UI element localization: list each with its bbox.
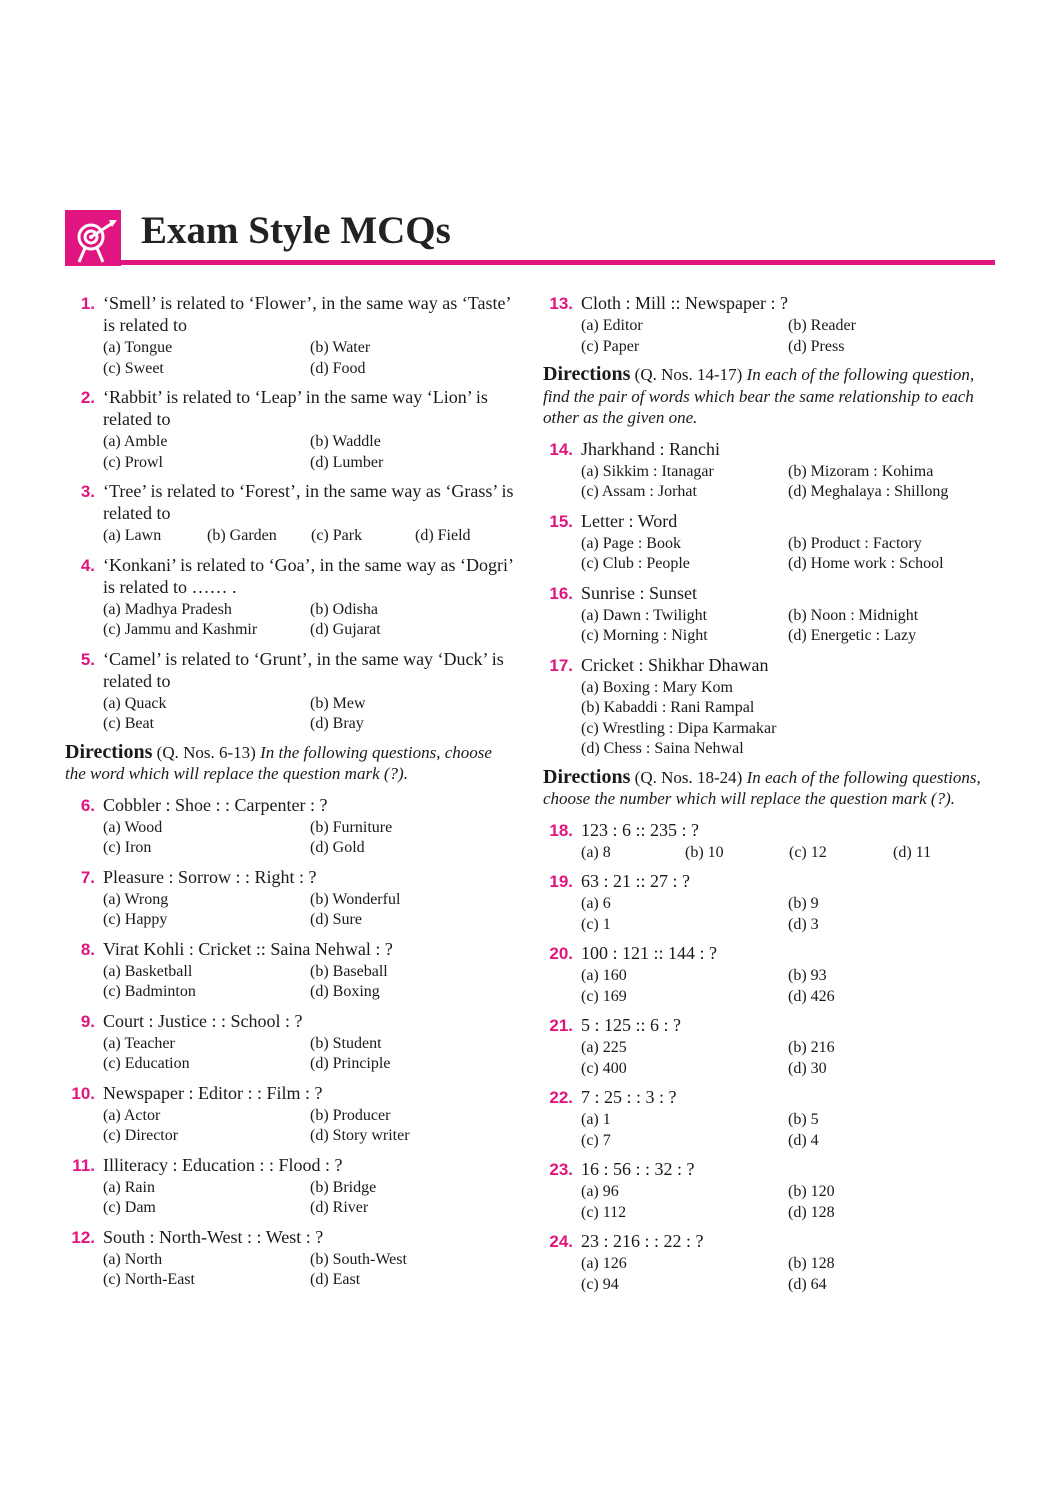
option[interactable]: (b) Bridge xyxy=(310,1178,377,1196)
options xyxy=(581,462,993,503)
option[interactable]: (d) 128 xyxy=(788,1203,835,1221)
option[interactable]: (a) Basketball xyxy=(103,962,193,980)
question-15: 15. Letter : Word (a) Page : Book (b) Product : Factory (c) Club : People (d) Home work : School xyxy=(543,510,993,575)
option[interactable]: (d) Principle xyxy=(310,1055,391,1072)
option[interactable]: (a) Amble xyxy=(103,433,168,450)
option[interactable]: (d) Field xyxy=(415,527,471,544)
options xyxy=(103,1250,515,1291)
options xyxy=(103,600,515,641)
option[interactable]: (b) Producer xyxy=(310,1106,391,1124)
option[interactable]: (c) Badminton xyxy=(103,983,196,1000)
option[interactable]: (a) Lawn xyxy=(103,527,162,544)
options xyxy=(103,526,515,547)
question-text: 123 : 6 :: 235 : ? xyxy=(581,819,699,840)
question-text: Cobbler : Shoe : : Carpenter : ? xyxy=(103,794,328,815)
option[interactable]: (c) 112 xyxy=(581,1203,627,1221)
question-24: 24. 23 : 216 : : 22 : ? (a) 126 (b) 128 (c) 94 (d) 64 xyxy=(543,1230,993,1295)
question-7: 7. Pleasure : Sorrow : : Right : ? (a) Wrong (b) Wonderful (c) Happy (d) Sure xyxy=(65,866,515,931)
options xyxy=(103,1178,515,1219)
option[interactable]: (b) Furniture xyxy=(310,818,393,836)
option[interactable]: (a) Rain xyxy=(103,1178,155,1196)
option[interactable]: (c) 7 xyxy=(581,1131,611,1149)
option[interactable]: (c) 12 xyxy=(789,843,827,861)
option[interactable]: (c) 400 xyxy=(581,1059,627,1077)
option[interactable]: (c) 1 xyxy=(581,915,611,933)
question-text: Cricket : Shikhar Dhawan xyxy=(581,654,769,675)
option[interactable]: (d) Sure xyxy=(310,911,362,928)
option[interactable]: (d) Press xyxy=(788,337,845,355)
option[interactable]: (c) Wrestling : Dipa Karmakar xyxy=(581,719,777,737)
option[interactable]: (d) 11 xyxy=(893,843,932,861)
question-1: 1. ‘Smell’ is related to ‘Flower’, in the same way as ‘Taste’ is related to (a) Tongue (b) Water (c) Sweet (d) Food xyxy=(65,292,515,379)
option[interactable]: (a) Quack xyxy=(103,694,167,712)
option[interactable]: (b) Waddle xyxy=(310,433,381,450)
option[interactable]: (a) Teacher xyxy=(103,1034,175,1052)
option[interactable]: (b) Mizoram : Kohima xyxy=(788,462,934,480)
question-text: ‘Smell’ is related to ‘Flower’, in the same way as ‘Taste’ is related to xyxy=(103,293,511,335)
question-23: 23. 16 : 56 : : 32 : ? (a) 96 (b) 120 (c) 112 (d) 128 xyxy=(543,1158,993,1223)
option[interactable]: (b) 10 xyxy=(685,843,724,861)
option[interactable]: (b) Baseball xyxy=(310,962,388,980)
question-9: 9. Court : Justice : : School : ? (a) Teacher (b) Student (c) Education (d) Principle xyxy=(65,1010,515,1075)
option[interactable]: (a) Boxing : Mary Kom xyxy=(581,678,733,696)
question-text: ‘Camel’ is related to ‘Grunt’, in the same way ‘Duck’ is related to xyxy=(103,648,504,691)
option[interactable]: (b) Reader xyxy=(788,317,856,334)
question-14: 14. Jharkhand : Ranchi (a) Sikkim : Itanagar (b) Mizoram : Kohima (c) Assam : Jorhat (d) Meghalaya : Shillong xyxy=(543,438,993,503)
option[interactable]: (c) Dam xyxy=(103,1199,156,1216)
left-column xyxy=(65,292,515,1298)
question-20: 20. 100 : 121 :: 144 : ? (a) 160 (b) 93 (c) 169 (d) 426 xyxy=(543,942,993,1007)
directions-text: In each of the following questions, choose the number which will replace the question mark (?). xyxy=(543,767,981,808)
option[interactable]: (d) Energetic : Lazy xyxy=(788,627,917,644)
directions-block xyxy=(543,364,993,429)
directions-heading: Directions xyxy=(543,765,631,788)
question-text: 16 : 56 : : 32 : ? xyxy=(581,1159,695,1179)
option[interactable]: (d) 3 xyxy=(788,915,819,933)
option[interactable]: (c) Director xyxy=(103,1127,179,1144)
option[interactable]: (c) Education xyxy=(103,1055,190,1072)
options xyxy=(581,843,993,864)
directions-text: In each of the following question, find the pair of words which bear the same relationship to each other as the given one. xyxy=(543,365,975,427)
options xyxy=(103,818,515,859)
option[interactable]: (a) Wrong xyxy=(103,890,169,908)
option[interactable]: (b) Product : Factory xyxy=(788,534,922,552)
directions-heading: Directions xyxy=(543,363,631,385)
question-text: Illiteracy : Education : : Flood : ? xyxy=(103,1154,343,1175)
option[interactable]: (d) River xyxy=(310,1199,369,1216)
options xyxy=(581,606,993,647)
option[interactable]: (c) Assam : Jorhat xyxy=(581,483,697,500)
option[interactable]: (d) Meghalaya : Shillong xyxy=(788,483,949,500)
option[interactable]: (a) 126 xyxy=(581,1255,627,1272)
option[interactable]: (c) Park xyxy=(311,527,363,544)
option[interactable]: (b) Student xyxy=(310,1034,382,1052)
directions-qnos: (Q. Nos. 14-17) xyxy=(634,365,743,384)
question-text: 100 : 121 :: 144 : ? xyxy=(581,943,717,963)
options xyxy=(581,1038,993,1079)
question-18: 18. 123 : 6 :: 235 : ? (a) 8 (b) 10 (c) 12 (d) 11 xyxy=(543,819,993,864)
directions-heading: Directions xyxy=(65,740,153,763)
option[interactable]: (d) Chess : Saina Nehwal xyxy=(581,740,744,757)
question-text: South : North-West : : West : ? xyxy=(103,1226,324,1247)
page-header xyxy=(65,210,995,266)
option[interactable]: (d) 4 xyxy=(788,1131,819,1149)
option[interactable]: (b) Noon : Midnight xyxy=(788,606,919,624)
option[interactable]: (b) Water xyxy=(310,339,371,356)
question-10: 10. Newspaper : Editor : : Film : ? (a) Actor (b) Producer (c) Director (d) Story writer xyxy=(65,1082,515,1147)
options xyxy=(581,316,993,357)
directions-qnos: (Q. Nos. 18-24) xyxy=(634,767,743,787)
option[interactable]: (c) Paper xyxy=(581,337,640,355)
option[interactable]: (b) 216 xyxy=(788,1039,835,1056)
question-text: Court : Justice : : School : ? xyxy=(103,1010,303,1031)
question-text: 7 : 25 : : 3 : ? xyxy=(581,1087,677,1107)
option[interactable]: (d) Bray xyxy=(310,715,364,732)
option[interactable]: (a) 1 xyxy=(581,1111,611,1128)
question-5: 5. ‘Camel’ is related to ‘Grunt’, in the same way ‘Duck’ is related to (a) Quack (b) Mew (c) Beat (d) Bray xyxy=(65,648,515,735)
options xyxy=(103,338,515,379)
option[interactable]: (c) Sweet xyxy=(103,359,164,377)
option[interactable]: (a) 6 xyxy=(581,895,611,912)
option[interactable]: (d) Gold xyxy=(310,839,365,856)
question-6: 6. Cobbler : Shoe : : Carpenter : ? (a) Wood (b) Furniture (c) Iron (d) Gold xyxy=(65,794,515,859)
option[interactable]: (a) Madhya Pradesh xyxy=(103,600,232,618)
option[interactable]: (b) 5 xyxy=(788,1111,819,1128)
option[interactable]: (c) Morning : Night xyxy=(581,627,708,644)
option[interactable]: (b) Kabaddi : Rani Rampal xyxy=(581,699,755,716)
option[interactable]: (d) Gujarat xyxy=(310,621,381,638)
option[interactable]: (d) Boxing xyxy=(310,983,380,1000)
option[interactable]: (d) 426 xyxy=(788,987,835,1005)
option[interactable]: (d) 64 xyxy=(788,1275,827,1293)
option[interactable]: (c) Prowl xyxy=(103,453,163,471)
question-2: 2. ‘Rabbit’ is related to ‘Leap’ in the same way ‘Lion’ is related to (a) Amble (b) Waddle (c) Prowl (d) Lumber xyxy=(65,386,515,473)
option[interactable]: (d) 30 xyxy=(788,1059,827,1077)
option[interactable]: (a) 8 xyxy=(581,843,611,861)
option[interactable]: (b) Garden xyxy=(207,527,277,544)
directions-qnos: (Q. Nos. 6-13) xyxy=(156,742,256,762)
option[interactable]: (d) Story writer xyxy=(310,1127,410,1144)
option[interactable]: (d) Home work : School xyxy=(788,555,944,572)
question-19: 19. 63 : 21 :: 27 : ? (a) 6 (b) 9 (c) 1 (d) 3 xyxy=(543,870,993,935)
question-text: ‘Konkani’ is related to ‘Goa’, in the same way as ‘Dogri’ is related to …… . xyxy=(103,554,513,597)
question-21: 21. 5 : 125 :: 6 : ? (a) 225 (b) 216 (c) 400 (d) 30 xyxy=(543,1014,993,1079)
directions-text: In the following questions, choose the word which will replace the question mark (?). xyxy=(65,742,492,783)
option[interactable]: (a) 96 xyxy=(581,1183,619,1200)
target-icon xyxy=(65,210,121,266)
question-text: Jharkhand : Ranchi xyxy=(581,438,720,459)
question-text: Sunrise : Sunset xyxy=(581,582,698,603)
question-text: 5 : 125 :: 6 : ? xyxy=(581,1015,681,1035)
option[interactable]: (a) Page : Book xyxy=(581,534,681,552)
option[interactable]: (c) 94 xyxy=(581,1275,619,1293)
question-text: Virat Kohli : Cricket :: Saina Nehwal : ? xyxy=(103,938,393,959)
option[interactable]: (b) Wonderful xyxy=(310,890,401,908)
option[interactable]: (b) 128 xyxy=(788,1255,835,1272)
option[interactable]: (c) Happy xyxy=(103,911,168,928)
title-underline xyxy=(121,260,995,265)
options xyxy=(581,966,993,1007)
options xyxy=(103,1106,515,1147)
question-16: 16. Sunrise : Sunset (a) Dawn : Twilight (b) Noon : Midnight (c) Morning : Night (d) Energetic : Lazy xyxy=(543,582,993,647)
options xyxy=(581,894,993,935)
question-text: Newspaper : Editor : : Film : ? xyxy=(103,1082,323,1103)
question-3: 3. ‘Tree’ is related to ‘Forest’, in the same way as ‘Grass’ is related to (a) Lawn (b) Garden (c) Park (d) Field xyxy=(65,480,515,547)
question-text: 23 : 216 : : 22 : ? xyxy=(581,1231,704,1251)
question-text: Letter : Word xyxy=(581,510,678,531)
options xyxy=(103,694,515,735)
option[interactable]: (a) Dawn : Twilight xyxy=(581,606,708,624)
question-11: 11. Illiteracy : Education : : Flood : ? (a) Rain (b) Bridge (c) Dam (d) River xyxy=(65,1154,515,1219)
question-text: Cloth : Mill :: Newspaper : ? xyxy=(581,293,788,313)
option[interactable]: (c) Jammu and Kashmir xyxy=(103,621,258,638)
question-13: 13. Cloth : Mill :: Newspaper : ? (a) Editor (b) Reader (c) Paper (d) Press xyxy=(543,292,993,357)
options xyxy=(103,890,515,931)
option[interactable]: (a) Wood xyxy=(103,818,163,836)
option[interactable]: (d) Food xyxy=(310,359,366,377)
option[interactable]: (c) Club : People xyxy=(581,555,690,572)
option[interactable]: (b) 93 xyxy=(788,967,827,984)
options xyxy=(581,534,993,575)
question-text: ‘Tree’ is related to ‘Forest’, in the same way as ‘Grass’ is related to xyxy=(103,481,514,523)
options xyxy=(103,1034,515,1075)
option[interactable]: (a) North xyxy=(103,1250,163,1268)
question-text: Pleasure : Sorrow : : Right : ? xyxy=(103,866,317,887)
question-8: 8. Virat Kohli : Cricket :: Saina Nehwal : ? (a) Basketball (b) Baseball (c) Badminton (d) Boxing xyxy=(65,938,515,1003)
question-22: 22. 7 : 25 : : 3 : ? (a) 1 (b) 5 (c) 7 (d) 4 xyxy=(543,1086,993,1151)
option[interactable]: (a) Sikkim : Itanagar xyxy=(581,462,714,480)
option[interactable]: (c) Iron xyxy=(103,839,152,856)
option[interactable]: (a) Tongue xyxy=(103,339,173,356)
option[interactable]: (b) Odisha xyxy=(310,600,378,618)
question-text: ‘Rabbit’ is related to ‘Leap’ in the same way ‘Lion’ is related to xyxy=(103,387,488,429)
directions-block xyxy=(65,742,515,785)
option[interactable]: (d) Lumber xyxy=(310,453,384,471)
option[interactable]: (b) South-West xyxy=(310,1250,407,1268)
question-12: 12. South : North-West : : West : ? (a) North (b) South-West (c) North-East (d) East xyxy=(65,1226,515,1291)
directions-block xyxy=(543,767,993,810)
question-17: 17. Cricket : Shikhar Dhawan (a) Boxing : Mary Kom (b) Kabaddi : Rani Rampal (c) Wrestling : Dipa Karmakar (d) Chess : Saina Nehwal xyxy=(543,654,993,760)
question-4: 4. ‘Konkani’ is related to ‘Goa’, in the same way as ‘Dogri’ is related to …… . (a) Madhya Pradesh (b) Odisha (c) Jammu and Kashmir (d) Gujarat xyxy=(65,554,515,641)
question-text: 63 : 21 :: 27 : ? xyxy=(581,871,690,891)
options xyxy=(581,678,993,760)
options xyxy=(103,962,515,1003)
right-column xyxy=(543,292,993,1302)
option[interactable]: (a) Actor xyxy=(103,1106,161,1124)
option[interactable]: (c) Beat xyxy=(103,715,155,732)
options xyxy=(581,1110,993,1151)
option[interactable]: (b) 9 xyxy=(788,895,819,912)
options xyxy=(581,1182,993,1223)
option[interactable]: (b) 120 xyxy=(788,1183,835,1200)
option[interactable]: (d) East xyxy=(310,1271,361,1288)
page-title: Exam Style MCQs xyxy=(141,209,451,252)
options xyxy=(581,1254,993,1295)
options xyxy=(103,432,515,473)
option[interactable]: (a) 160 xyxy=(581,967,627,984)
option[interactable]: (a) 225 xyxy=(581,1039,627,1056)
option[interactable]: (b) Mew xyxy=(310,694,366,712)
option[interactable]: (c) 169 xyxy=(581,987,627,1005)
option[interactable]: (c) North-East xyxy=(103,1271,195,1288)
option[interactable]: (a) Editor xyxy=(581,317,643,334)
